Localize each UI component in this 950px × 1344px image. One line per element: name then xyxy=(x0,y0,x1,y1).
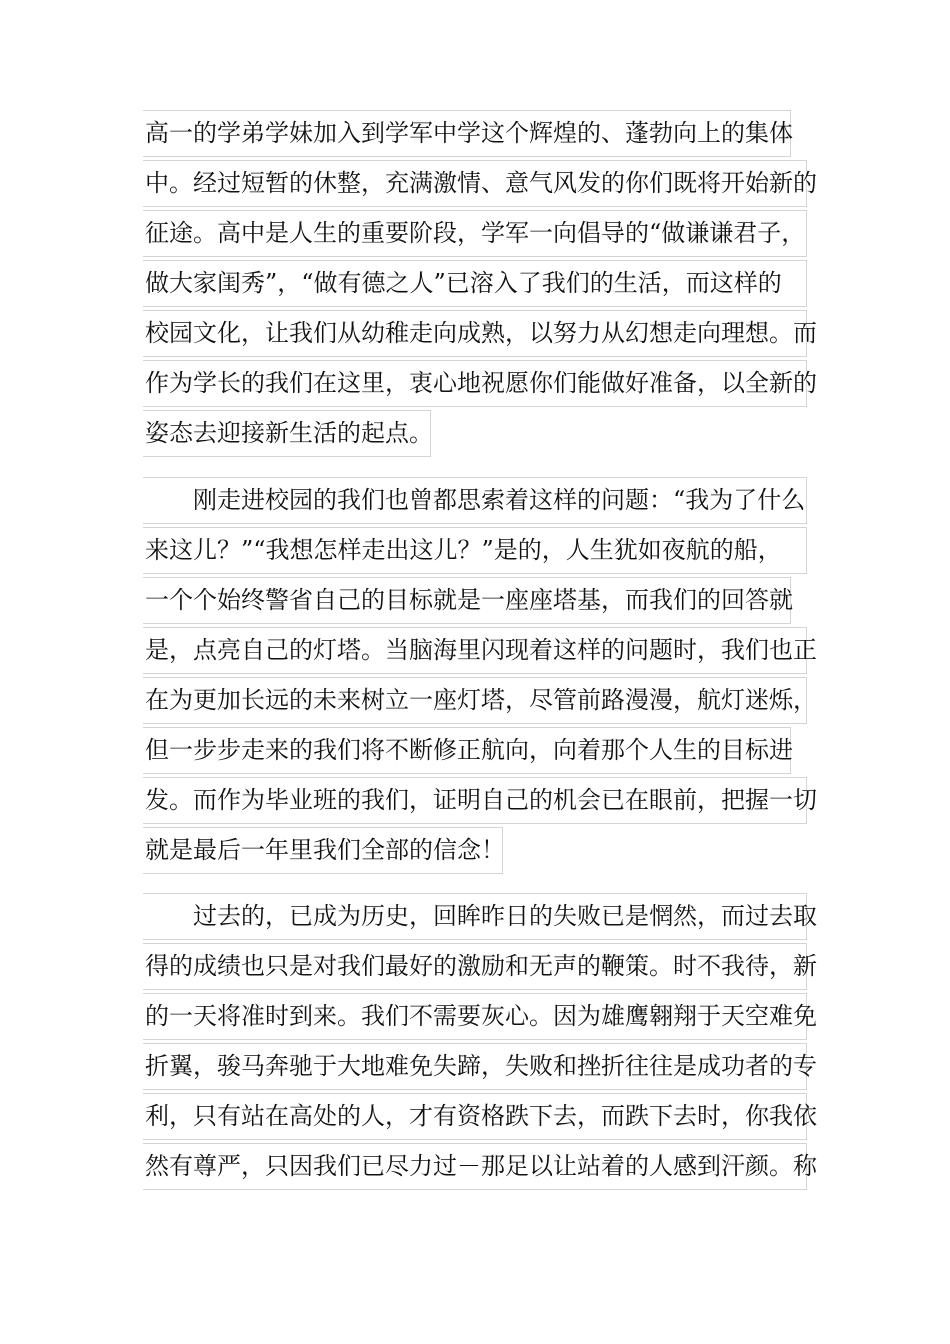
text-line: 发。而作为毕业班的我们，证明自己的机会已在眼前，把握一切 xyxy=(143,777,807,824)
text-line: 一个个始终警省自己的目标就是一座座塔基，而我们的回答就 xyxy=(143,577,791,624)
text-line: 做大家闺秀”，“做有德之人”已溶入了我们的生活，而这样的 xyxy=(143,260,807,307)
text-line: 折翼，骏马奔驰于大地难免失蹄，失败和挫折往往是成功者的专 xyxy=(143,1043,807,1090)
text-line: 刚走进校园的我们也曾都思索着这样的问题：“我为了什么 xyxy=(143,477,807,524)
text-line: 在为更加长远的未来树立一座灯塔，尽管前路漫漫，航灯迷烁， xyxy=(143,677,807,724)
text-line: 校园文化，让我们从幼稚走向成熟，以努力从幻想走向理想。而 xyxy=(143,310,807,357)
text-line: 作为学长的我们在这里，衷心地祝愿你们能做好准备，以全新的 xyxy=(143,360,807,407)
text-line: 来这儿？”“我想怎样走出这儿？”是的，人生犹如夜航的船， xyxy=(143,527,807,574)
text-line: 然有尊严，只因我们已尽力过－那足以让站着的人感到汗颜。称 xyxy=(143,1143,807,1190)
text-line: 就是最后一年里我们全部的信念！ xyxy=(143,827,503,874)
text-line: 中。经过短暂的休整，充满激情、意气风发的你们既将开始新的 xyxy=(143,160,807,207)
text-line: 利，只有站在高处的人，才有资格跌下去，而跌下去时，你我依 xyxy=(143,1093,807,1140)
text-line: 的一天将准时到来。我们不需要灰心。因为雄鹰翱翔于天空难免 xyxy=(143,993,807,1040)
text-line: 得的成绩也只是对我们最好的激励和无声的鞭策。时不我待，新 xyxy=(143,943,807,990)
text-line: 姿态去迎接新生活的起点。 xyxy=(143,410,431,457)
text-line: 过去的，已成为历史，回眸昨日的失败已是惘然，而过去取 xyxy=(143,893,807,940)
text-line: 是，点亮自己的灯塔。当脑海里闪现着这样的问题时，我们也正 xyxy=(143,627,807,674)
text-line: 高一的学弟学妹加入到学军中学这个辉煌的、蓬勃向上的集体 xyxy=(143,110,791,157)
text-line: 征途。高中是人生的重要阶段，学军一向倡导的“做谦谦君子， xyxy=(143,210,807,257)
text-line: 但一步步走来的我们将不断修正航向，向着那个人生的目标进 xyxy=(143,727,791,774)
